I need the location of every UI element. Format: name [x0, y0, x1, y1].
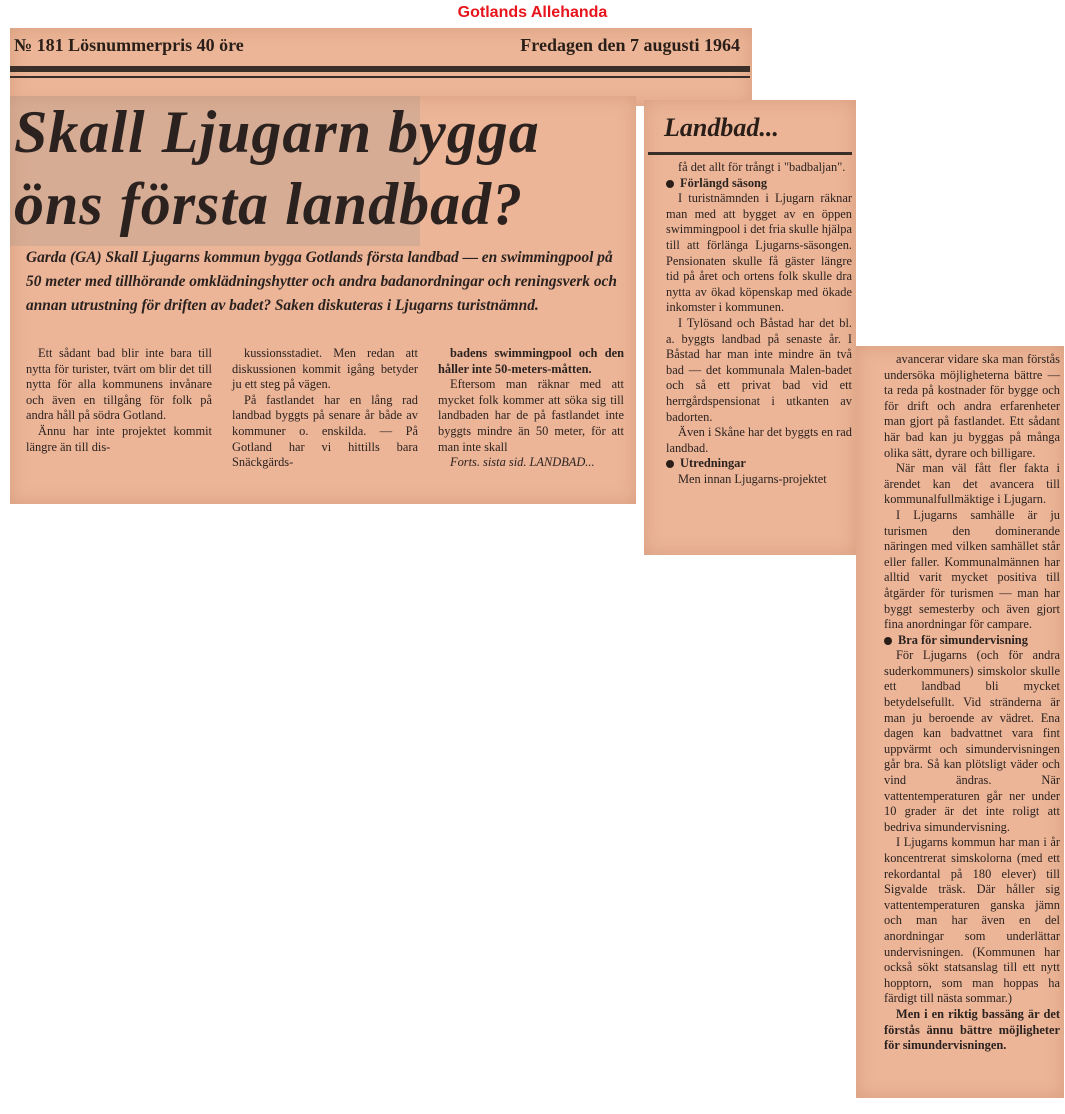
headline-line-2: öns första landbad?	[14, 171, 524, 237]
masthead-rule-thin	[10, 76, 750, 78]
column-3	[438, 346, 624, 471]
bullet-icon	[666, 180, 674, 188]
masthead-clipping	[10, 28, 752, 106]
paragraph: När man väl fått fler fakta i ärendet kan det avancera till kommunalfullmäktige i Ljugarn.	[884, 461, 1060, 507]
article-clipping	[10, 96, 636, 504]
column-2	[232, 346, 418, 471]
headline	[10, 96, 636, 240]
headline-line-1: Skall Ljugarn bygga	[14, 99, 540, 165]
paragraph: Även i Skåne har det byggts en rad landbad.	[666, 425, 852, 455]
source-label: Gotlands Allehanda	[457, 4, 608, 21]
column-1	[26, 346, 212, 455]
subheading: Utredningar	[666, 456, 852, 472]
continuation-text	[666, 160, 852, 487]
paragraph: Men i en riktig bassäng är det förstås ännu bättre möjligheter för simundervisningen.	[884, 1006, 1060, 1053]
right-column-text	[884, 352, 1060, 1054]
continuation-rule	[648, 152, 852, 155]
continuation-heading: Landbad...	[664, 113, 779, 142]
issue-info: № 181 Lösnummerpris 40 öre	[14, 35, 244, 55]
column-2-paragraph: kussionsstadiet. Men redan att diskussionen kommit igång betyder ju ett steg på vägen.	[232, 346, 418, 392]
column-2-paragraph: På fastlandet har en lång rad landbad byggts på senare år både av kommuner o. enskilda. — På Gotland har vi hittills bara Snäckgärds-	[232, 392, 418, 470]
paragraph: I turistnämnden i Ljugarn räknar man med att bygget av en öppen swimmingpool i det fria skulle hjälpa till att förlänga Ljugarns-säsongen. Pensionaten skulle få gäster längre tid på året och ortens folk skulle dra nytta av ökad köpenskap med ökade inkomster i kommunen.	[666, 191, 852, 315]
paragraph: I Ljugarns kommun har man i år koncentrerat simskolorna (med ett rekordantal på 180 elever) till Sigvalde träsk. Där håller sig vattentemperaturen ganska jämn och man har även en del anordningar som underlättar undervisningen. (Kommunen har också sökt statsanslag till ett nytt hopptorn, som man hoppas ha färdigt till nästa sommar.)	[884, 835, 1060, 1006]
continuation-note: Forts. sista sid. LANDBAD...	[450, 455, 595, 470]
paragraph: För Ljugarns (och för andra suderkommuners) simskolor skulle ett landbad bli mycket betydelsefullt. Vid stränderna är man ju beroende av vädret. Ena dagen kan badvattnet vara fint uppvärmt och simundervisningen går bra. Så kan plötsligt väder och vind ändras. När vattentemperaturen går ner under 10 grader är det inte roligt att bedriva simundervisning.	[884, 648, 1060, 834]
paragraph: Men innan Ljugarns-projektet	[678, 471, 827, 486]
continuation-clipping	[644, 100, 856, 555]
masthead	[10, 28, 752, 68]
paragraph: avancerar vidare ska man förstås undersöka möjligheterna bättre — ta reda på kostnader för bygge och för drift och andra erfarenheter man gjort på fastlandet. Ett sådant här bad kan ju byggas på många olika sätt, dyrare och billigare.	[884, 352, 1060, 460]
subheading: Förlängd säsong	[666, 176, 852, 192]
lead-paragraph: Garda (GA) Skall Ljugarns kommun bygga Gotlands första landbad — en swimmingpool på 50 meter med tillhörande omklädningshytter och andra badanordningar och reningsverk och annan utrustning för driften av badet? Saken diskuteras i Ljugarns turistnämnd.	[26, 249, 617, 314]
paragraph: I Ljugarns samhälle är ju turismen den dominerande näringen med vilken samhället står eller faller. Kommunalmännen har alltid varit mycket positiva till åtgärder för turismen — man har byggt semesterby och även gjort fina anordningar för campare.	[884, 507, 1060, 632]
column-3-paragraph: Eftersom man räknar med att mycket folk kommer att söka sig till landbaden har de på fastlandet inte byggts mindre än 50 meter, för att man inte skall	[438, 377, 624, 454]
bullet-icon	[666, 460, 674, 468]
column-1-paragraph: Ännu har inte projektet kommit längre än till dis-	[26, 423, 212, 454]
masthead-rule	[10, 66, 750, 72]
subheading: Bra för simundervisning	[884, 633, 1060, 649]
bullet-icon	[884, 637, 892, 645]
column-3-paragraph: badens swimmingpool och den håller inte 50-meters-måtten.	[438, 346, 624, 376]
paragraph: få det allt för trångt i "badbaljan".	[678, 160, 846, 174]
issue-date: Fredagen den 7 augusti 1964	[520, 35, 740, 55]
column-1-paragraph: Ett sådant bad blir inte bara till nytta för turister, tvärt om blir det till nytta för alla kommunens invånare och även en tillgång för folk på andra håll på södra Gotland.	[26, 346, 212, 423]
right-column-clipping	[856, 346, 1064, 1098]
paragraph: I Tylösand och Båstad har det bl. a. byggts landbad på senaste år. I Båstad har man inte mindre än två bad — det kommunala Malen-badet och så ett privat bad vid ett herrgårdspensionat i utkanten av badorten.	[666, 315, 852, 424]
